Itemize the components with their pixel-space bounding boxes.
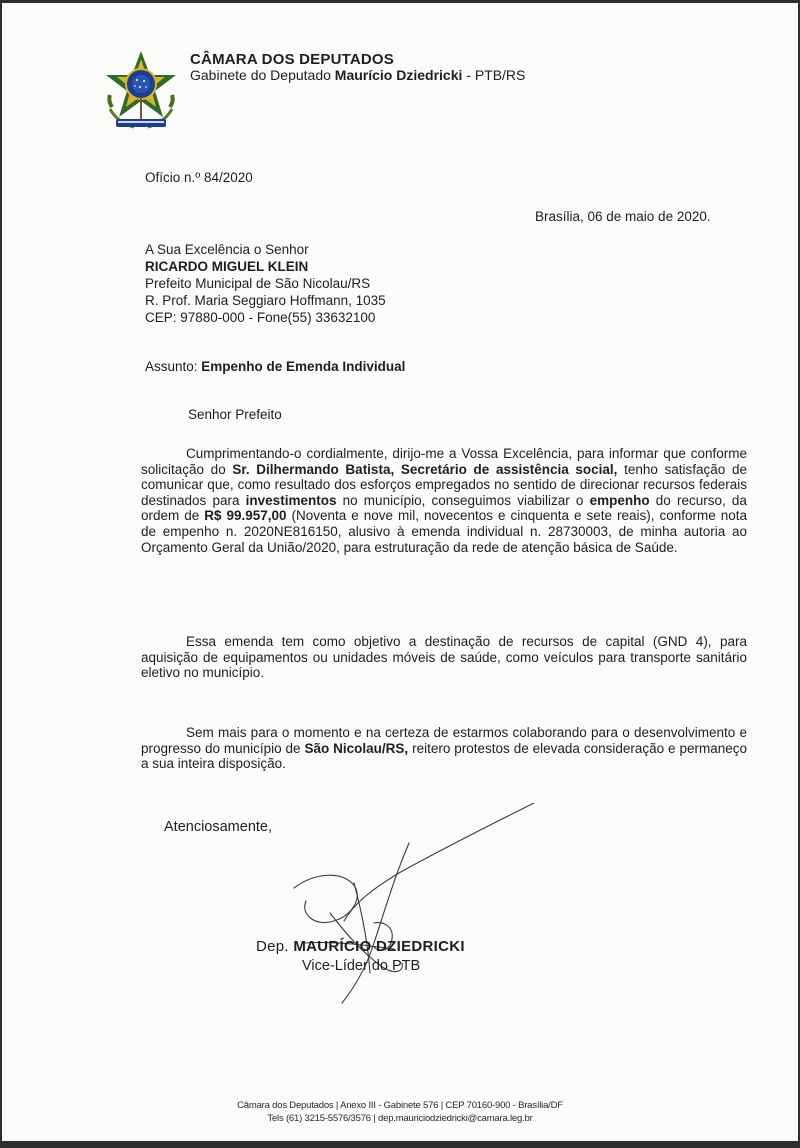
institution-name: CÂMARA DOS DEPUTADOS xyxy=(190,51,395,68)
recipient-cep-phone: CEP: 97880-000 - Fone(55) 33632100 xyxy=(145,310,376,325)
office-deputy-name: Maurício Dziedricki xyxy=(334,67,463,83)
handwritten-signature xyxy=(234,803,564,1013)
coat-of-arms-seal xyxy=(98,47,184,133)
subject-label: Assunto: xyxy=(145,359,198,374)
subject-text: Empenho de Emenda Individual xyxy=(201,359,406,374)
subject-line xyxy=(145,359,405,374)
recipient-title: Prefeito Municipal de São Nicolau/RS xyxy=(145,276,371,291)
paragraph-1 xyxy=(141,446,747,555)
p3-text-c: reitero protestos de elevada consideração e permaneço a sua inteira disposição. xyxy=(141,740,747,772)
place-date: Brasília, 06 de maio de 2020. xyxy=(535,209,711,224)
closing: Atenciosamente, xyxy=(164,819,273,835)
office-line xyxy=(190,67,525,83)
letter-page xyxy=(2,3,798,1141)
greeting: Senhor Prefeito xyxy=(188,407,282,422)
p3-text-a: Sem mais para o momento e na certeza de estarmos colaborando para o desenvolvimento e progresso do município de xyxy=(141,725,747,756)
p1-text-g: do recurso, da ordem de xyxy=(141,492,747,524)
signatory-name-line xyxy=(256,938,465,955)
signatory-prefix: Dep. xyxy=(256,938,289,955)
recipient-salutation: A Sua Excelência o Senhor xyxy=(145,242,309,257)
p1-text-a: Cumprimentando-o cordialmente, dirijo-me a Vossa Excelência, para informar que conforme solicitação do xyxy=(141,446,747,477)
footer-address: Câmara dos Deputados | Anexo III - Gabinete 576 | CEP 70160-900 - Brasília/DF xyxy=(237,1100,563,1111)
signatory-name: MAURÍCIO DZIEDRICKI xyxy=(293,938,465,955)
office-prefix: Gabinete do Deputado xyxy=(190,67,331,83)
letter-number: Ofício n.º 84/2020 xyxy=(145,170,253,185)
p1-text-i: (Noventa e nove mil, novecentos e cinquenta e sete reais), conforme nota de empenho n. 2020NE816150, alusivo à emenda individual n. 28730003, de minha autoria ao Orçamento Geral da União/2020, para estruturação da rede de atenção básica de Saúde. xyxy=(141,508,747,555)
office-party: - PTB/RS xyxy=(466,67,526,83)
p1-amount: R$ 99.957,00 xyxy=(204,508,287,524)
footer-contact: Tels (61) 3215-5576/3576 | dep.mauriciodziedricki@camara.leg.br xyxy=(267,1113,533,1124)
signatory-role: Vice-Líder do PTB xyxy=(302,958,421,974)
p1-text-e: no município, conseguimos viabilizar o xyxy=(342,492,584,508)
recipient-block xyxy=(145,241,386,326)
p1-text-c: tenho satisfação de comunicar que, como resultado dos esforços empregados no sentido de direcionar recursos federais destinados para xyxy=(141,461,747,508)
recipient-address: R. Prof. Maria Seggiaro Hoffmann, 1035 xyxy=(145,293,386,308)
p1-investimentos: investimentos xyxy=(245,492,337,508)
p1-secretary: Sr. Dilhermando Batista, Secretário de assistência social, xyxy=(232,461,618,477)
recipient-name: RICARDO MIGUEL KLEIN xyxy=(145,259,309,274)
paragraph-2: Essa emenda tem como objetivo a destinação de recursos de capital (GND 4), para aquisição de equipamentos ou unidades móveis de saúde, como veículos para transporte sanitário eletivo no município. xyxy=(141,634,747,681)
paragraph-3 xyxy=(141,725,747,772)
p1-empenho: empenho xyxy=(589,492,650,508)
p3-municipality: São Nicolau/RS, xyxy=(304,740,409,756)
